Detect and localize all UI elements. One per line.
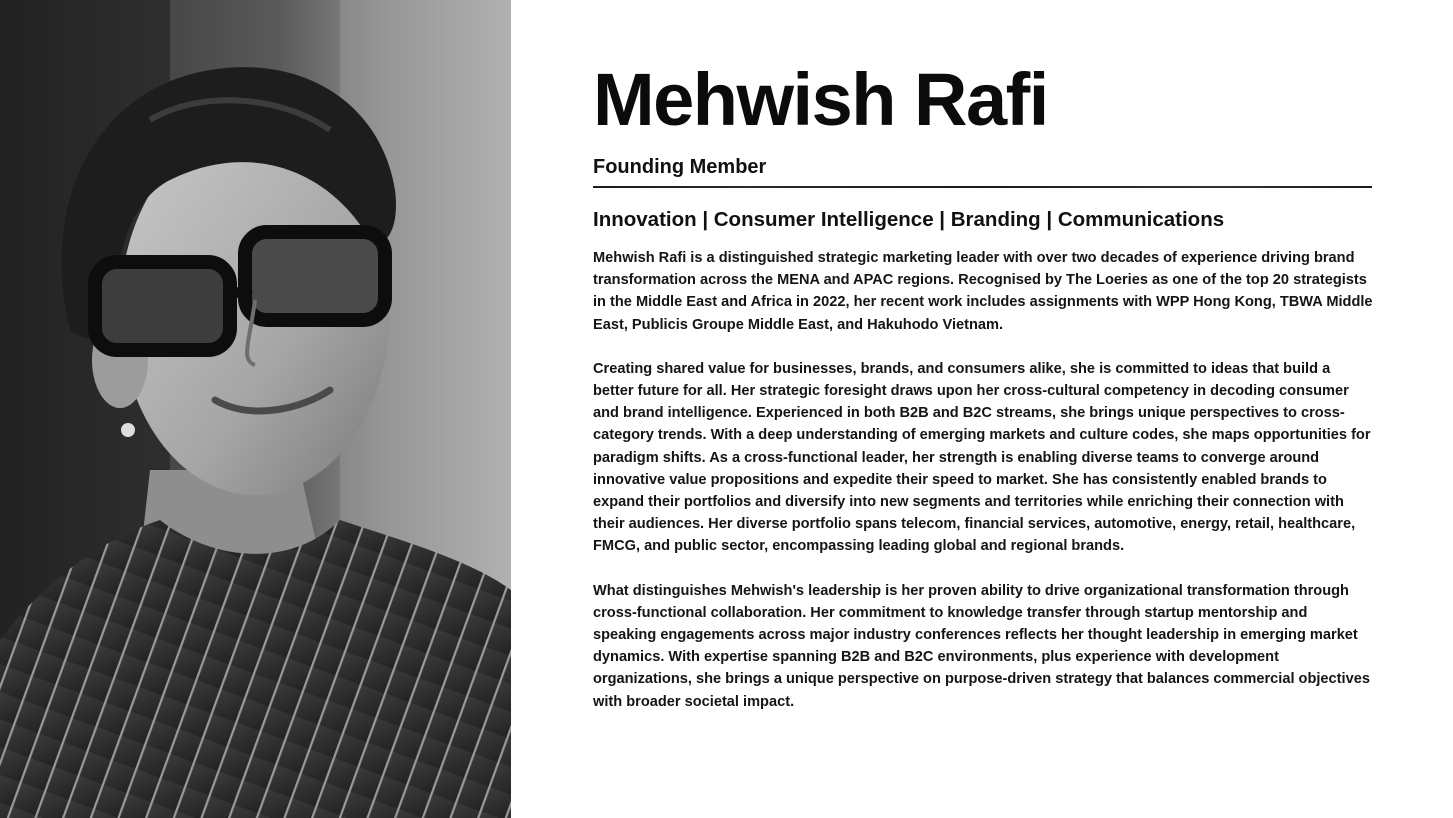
biography xyxy=(593,247,1373,735)
bio-paragraph-1: Mehwish Rafi is a distinguished strategic marketing leader with over two decades of experience driving brand transformation across the MENA and APAC regions. Recognised by The Loeries as one of the top 20 strategists in the Middle East and Africa in 2022, her recent work includes assignments with WPP Hong Kong, TBWA Middle East, Publicis Groupe Middle East, and Hakuhodo Vietnam. xyxy=(593,250,1373,333)
expertise-tags: Innovation | Consumer Intelligence | Branding | Communications xyxy=(593,208,1225,231)
divider xyxy=(593,186,1372,188)
bio-paragraph-2: Creating shared value for businesses, brands, and consumers alike, she is committed to ideas that build a better future for all. Her strategic foresight draws upon her cross-cultural competency in decoding consumer and brand intelligence. Experienced in both B2B and B2C streams, she brings unique perspectives to cross-category trends. With a deep understanding of emerging markets and culture codes, she maps opportunities for paradigm shifts. As a cross-functional leader, her strength is enabling diverse teams to converge around innovative value propositions and expedite their speed to market. She has consistently enabled brands to expand their portfolios and diversify into new segments and territories while enriching their connection with their audiences. Her diverse portfolio spans telecom, financial services, automotive, energy, retail, healthcare, FMCG, and public sector, encompassing leading global and regional brands. xyxy=(593,360,1371,555)
profile-role: Founding Member xyxy=(593,156,767,178)
bio-paragraph-3: What distinguishes Mehwish's leadership is her proven ability to drive organizational transformation through cross-functional collaboration. Her commitment to knowledge transfer through startup mentorship and speaking engagements across major industry conferences reflects her thought leadership in emerging market dynamics. With expertise spanning B2B and B2C environments, plus experience with development organizations, she brings a unique perspective on purpose-driven strategy that balances commercial objectives with broader societal impact. xyxy=(593,582,1370,710)
portrait-photo xyxy=(0,0,511,818)
portrait-image xyxy=(0,0,511,818)
profile-name: Mehwish Rafi xyxy=(593,58,1048,141)
